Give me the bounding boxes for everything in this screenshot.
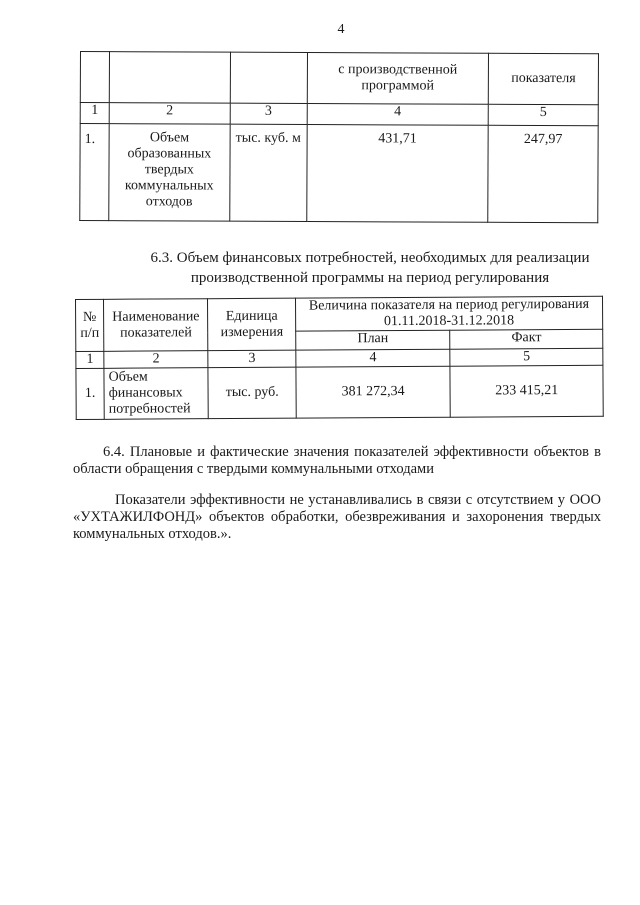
table-header-row: [76, 296, 603, 332]
column-number: 1: [76, 351, 104, 368]
table-row: [80, 124, 598, 223]
indicator-name: Объем финансовых потребностей: [104, 368, 209, 420]
column-number: 2: [109, 103, 230, 125]
header-cell: с производственной программой: [307, 52, 489, 104]
column-number: 5: [488, 104, 598, 125]
financial-needs-table: [75, 296, 604, 420]
closing-paragraph: Показатели эффективности не устанавливались в связи с отсутствием у ООО «УХТАЖИЛФОНД» объектов обработки, обезвреживания и захоронения твердых коммунальных отходов.».: [73, 492, 601, 542]
header-cell: показателя: [488, 53, 598, 104]
unit-cell: тыс. руб.: [208, 367, 296, 419]
header-plan: План: [296, 330, 451, 350]
page-number: 4: [337, 22, 345, 37]
table-row: [76, 365, 603, 419]
column-number: 5: [450, 348, 603, 366]
fact-value: 247,97: [488, 125, 598, 222]
header-cell: [230, 52, 307, 103]
column-number: 4: [307, 103, 489, 125]
section-6-4-text: 6.4. Плановые и фактические значения показателей эффективности объектов в области обращения с твердыми коммунальными отходами: [73, 444, 601, 477]
column-number: 1: [80, 103, 109, 124]
section-title-line: 6.3. Объем финансовых потребностей, необходимых для реализации: [150, 250, 590, 266]
header-unit: Единица измерения: [208, 298, 296, 351]
plan-value: 431,71: [306, 124, 488, 222]
header-number: № п/п: [76, 299, 104, 351]
header-cell: [80, 52, 109, 103]
unit-cell: тыс. куб. м: [230, 124, 307, 221]
column-number: 4: [296, 349, 451, 367]
indicator-name: Объем образованных твердых коммунальных отходов: [109, 124, 230, 222]
plan-value: 381 272,34: [296, 366, 451, 418]
section-title-line: производственной программы на период регулирования: [190, 270, 550, 286]
column-number: 3: [208, 350, 295, 368]
column-number: 3: [230, 103, 307, 124]
column-number: 2: [104, 351, 208, 369]
header-cell: [109, 52, 230, 104]
table-header-row: [80, 52, 598, 105]
header-value: Величина показателя на период регулирования 01.11.2018-31.12.2018: [295, 296, 602, 331]
row-number: 1.: [76, 368, 104, 419]
section-6-3-title: [100, 248, 640, 288]
production-volume-table: [79, 51, 599, 223]
fact-value: 233 415,21: [450, 365, 603, 417]
header-name: Наименование показателей: [104, 299, 209, 352]
column-number-row: [80, 103, 598, 126]
row-number: 1.: [80, 124, 109, 221]
header-fact: Факт: [450, 329, 603, 349]
